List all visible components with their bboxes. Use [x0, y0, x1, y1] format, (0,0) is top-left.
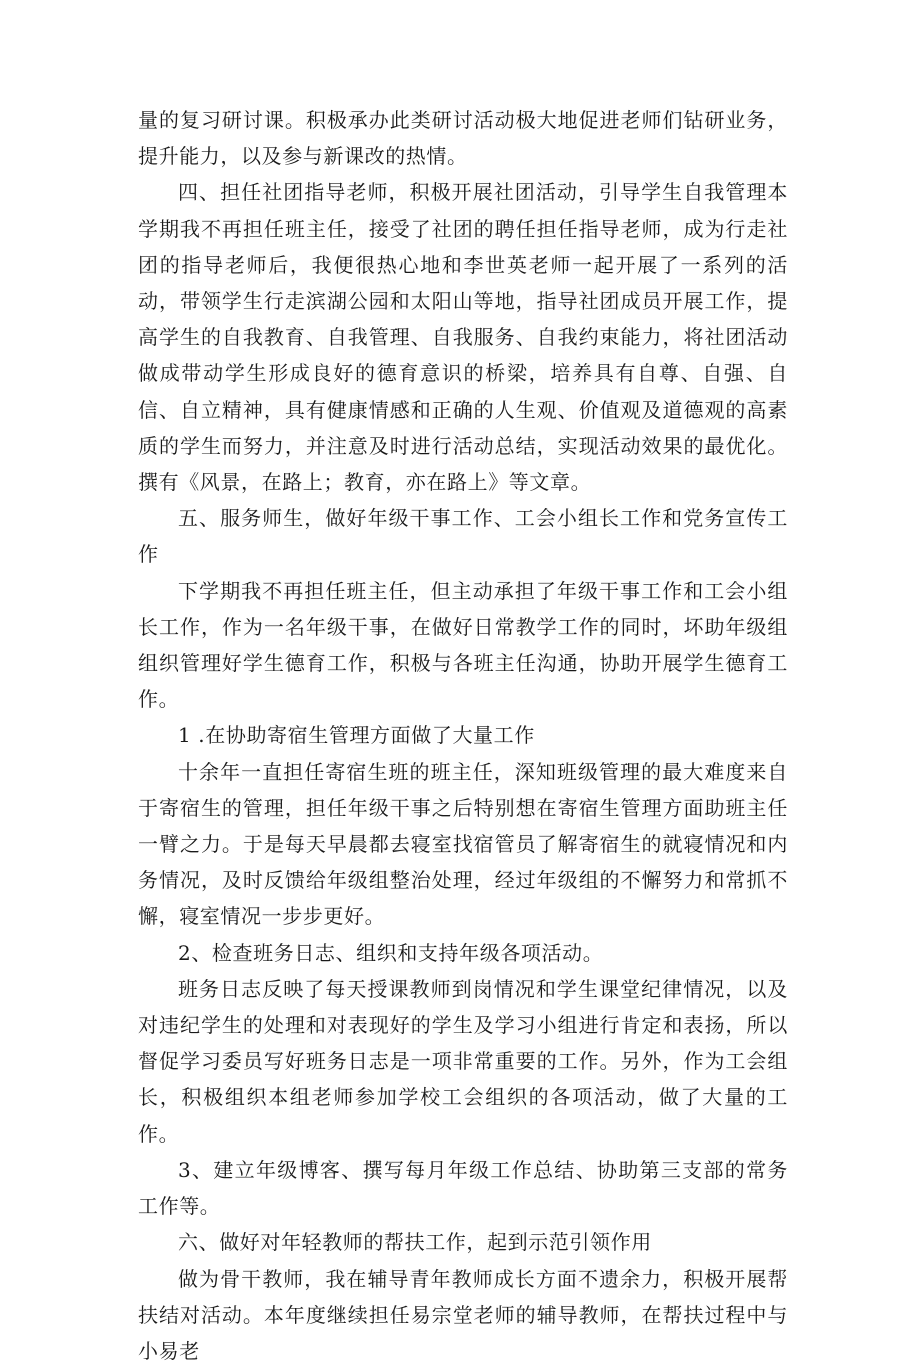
paragraph-class-log: 班务日志反映了每天授课教师到岗情况和学生课堂纪律情况，以及对违纪学生的处理和对表现好的学生及学习小组进行肯定和表扬，所以督促学习委员写好班务日志是一项非常重要的工作。另外，作为工会组长，积极组织本组老师参加学校工会组织的各项活动，做了大量的工作。: [138, 971, 788, 1152]
heading-young-teachers: 六、做好对年轻教师的帮扶工作，起到示范引领作用: [138, 1224, 788, 1260]
subheading-grade-blog: 3、建立年级博客、撰写每月年级工作总结、协助第三支部的常务工作等。: [138, 1152, 788, 1224]
paragraph-mentoring: 做为骨干教师，我在辅导青年教师成长方面不遗余力，积极开展帮扶结对活动。本年度继续担任易宗堂老师的辅导教师，在帮扶过程中与小易老: [138, 1261, 788, 1369]
document-body: [138, 102, 788, 1369]
paragraph-grade-officer: 下学期我不再担任班主任，但主动承担了年级干事工作和工会小组长工作，作为一名年级干事，在做好日常教学工作的同时，坏助年级组组织管理好学生德育工作，积极与各班主任沟通，协助开展学生德育工作。: [138, 573, 788, 718]
paragraph-1: 量的复习研讨课。积极承办此类研讨活动极大地促进老师们钻研业务，提升能力，以及参与新课改的热情。: [138, 102, 788, 174]
paragraph-boarding-management: 十余年一直担任寄宿生班的班主任，深知班级管理的最大难度来自于寄宿生的管理，担任年级干事之后特别想在寄宿生管理方面助班主任一臂之力。于是每天早晨都去寝室找宿管员了解寄宿生的就寝情况和内务情况，及时反馈给年级组整治处理，经过年级组的不懈努力和常抓不懈，寝室情况一步步更好。: [138, 754, 788, 935]
subheading-class-log: 2、检查班务日志、组织和支持年级各项活动。: [138, 935, 788, 971]
heading-serve-teachers-students: 五、服务师生，做好年级干事工作、工会小组长工作和党务宣传工作: [138, 500, 788, 572]
paragraph-club-advisor: 四、担任社团指导老师，积极开展社团活动，引导学生自我管理本学期我不再担任班主任，接受了社团的聘任担任指导老师，成为行走社团的指导老师后，我便很热心地和李世英老师一起开展了一系列的活动，带领学生行走滨湖公园和太阳山等地，指导社团成员开展工作，提高学生的自我教育、自我管理、自我服务、自我约束能力，将社团活动做成带动学生形成良好的德育意识的桥梁，培养具有自尊、自强、自信、自立精神，具有健康情感和正确的人生观、价值观及道德观的高素质的学生而努力，并注意及时进行活动总结，实现活动效果的最优化。撰有《风景，在路上；教育，亦在路上》等文章。: [138, 174, 788, 500]
subheading-boarding-students: 1 .在协助寄宿生管理方面做了大量工作: [138, 717, 788, 753]
